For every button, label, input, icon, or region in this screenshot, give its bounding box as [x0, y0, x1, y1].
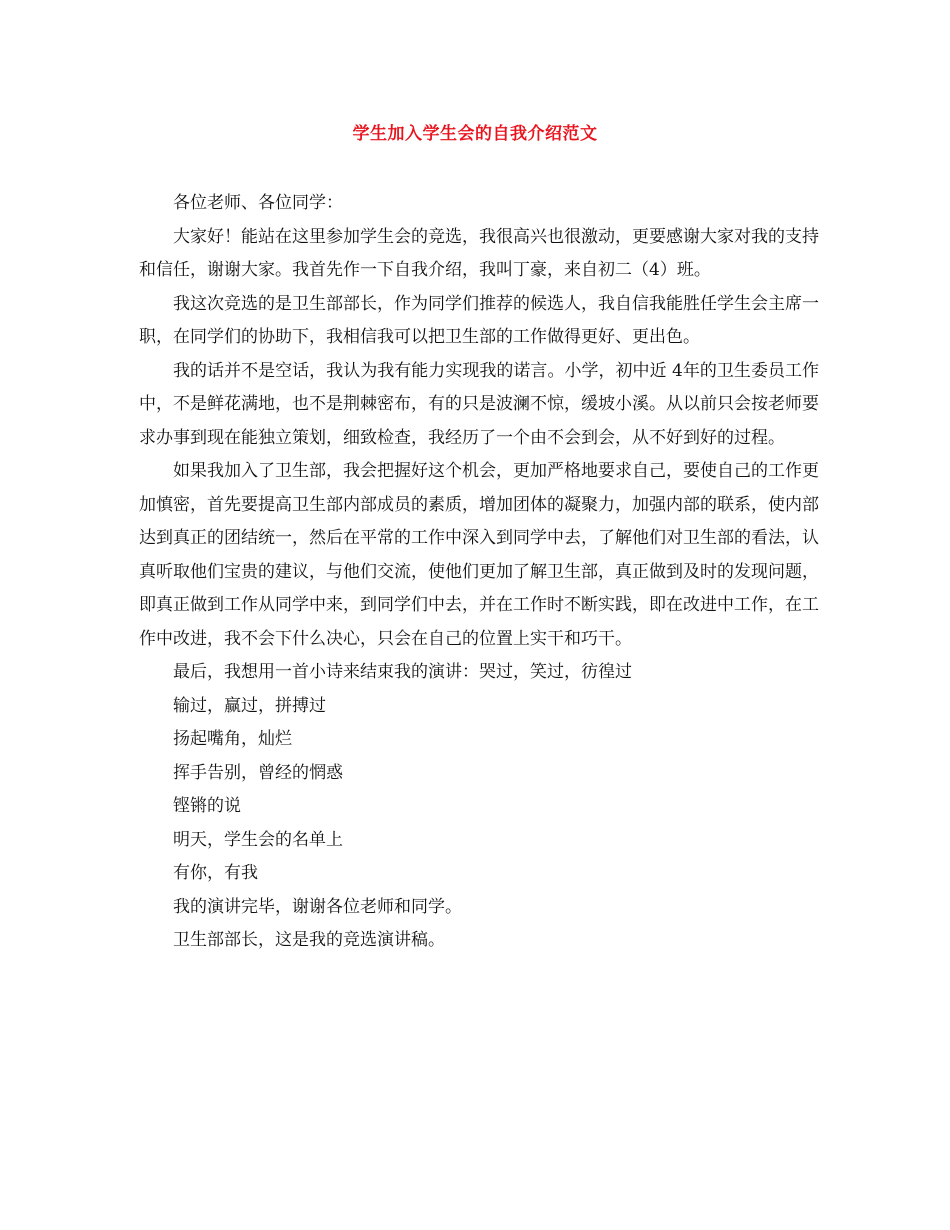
paragraph-salutation: 各位老师、各位同学： [173, 193, 343, 213]
poem-line: 有你，有我 [173, 863, 258, 883]
paragraph-greeting: 大家好！能站在这里参加学生会的竞选，我很高兴也很激动，更要感谢大家对我的支持和信任，谢谢大家。我首先作一下自我介绍，我叫丁豪，来自初二（4）班。 [139, 226, 819, 280]
paragraph-plan: 如果我加入了卫生部，我会把握好这个机会，更加严格地要求自己，要使自己的工作更加慎密，首先要提高卫生部内部成员的素质，增加团体的凝聚力，加强内部的联系，使内部达到真正的团结统一，然后在平常的工作中深入到同学中去，了解他们对卫生部的看法，认真听取他们宝贵的建议，与他们交流，使他们更加了解卫生部，真正做到及时的发现问题，即真正做到工作从同学中来，到同学们中去，并在工作时不断实践，即在改进中工作，在工作中改进，我不会下什么决心，只会在自己的位置上实干和巧干。 [139, 461, 819, 649]
paragraph-candidacy: 我这次竞选的是卫生部部长，作为同学们推荐的候选人，我自信我能胜任学生会主席一职，在同学们的协助下，我相信我可以把卫生部的工作做得更好、更出色。 [139, 293, 819, 347]
paragraph-experience: 我的话并不是空话，我认为我有能力实现我的诺言。小学，初中近 4年的卫生委员工作中，不是鲜花满地，也不是荆棘密布，有的只是波澜不惊，缓坡小溪。从以前只会按老师要求办事到现在能独立策划，细致检查，我经历了一个由不会到会，从不好到好的过程。 [139, 360, 819, 448]
poem-line: 明天，学生会的名单上 [173, 829, 343, 850]
poem-line: 挥手告别，曾经的惘惑 [173, 762, 343, 783]
paragraph-poem-intro: 最后，我想用一首小诗来结束我的演讲：哭过，笑过，彷徨过 [173, 662, 632, 682]
poem-line: 输过，赢过，拼搏过 [173, 695, 326, 716]
poem-line: 扬起嘴角，灿烂 [173, 729, 292, 749]
paragraph-closing: 我的演讲完毕，谢谢各位老师和同学。 [173, 896, 462, 917]
poem-line: 铿锵的说 [173, 796, 241, 816]
paragraph-signature: 卫生部部长，这是我的竞选演讲稿。 [173, 930, 445, 950]
document-body [139, 187, 819, 958]
document-title: 学生加入学生会的自我介绍范文 [352, 124, 598, 144]
